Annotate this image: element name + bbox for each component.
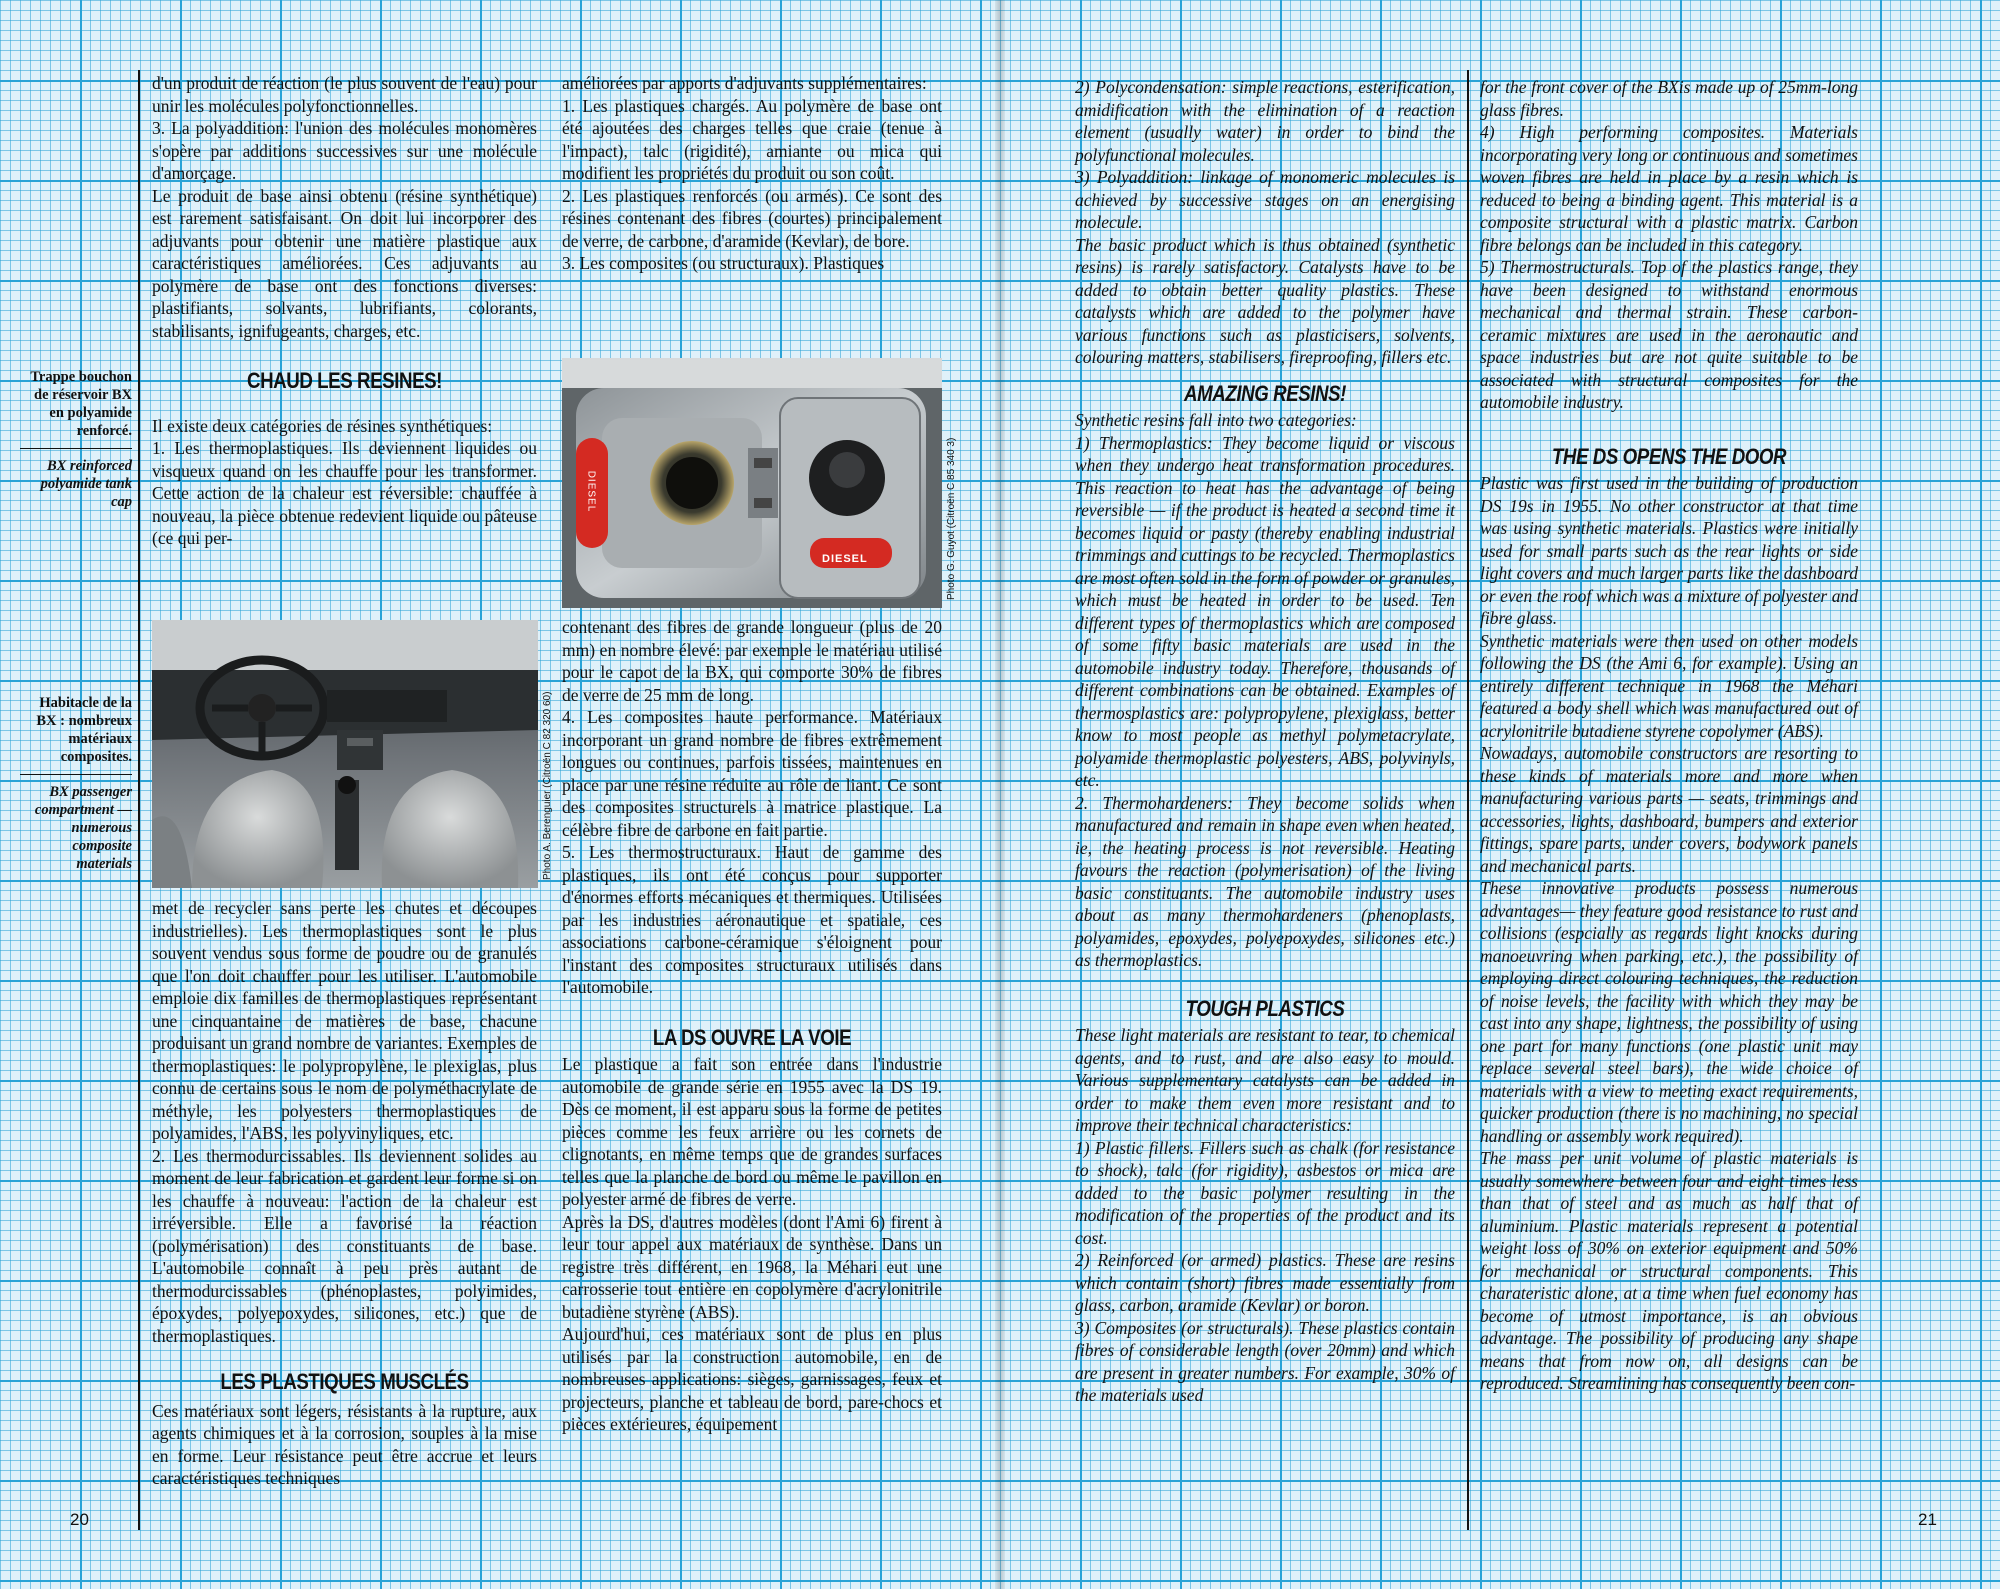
photo-credit-tank: Photo G. Guyot (Citroën C 85 340 3)	[946, 437, 957, 600]
column-2-top	[562, 72, 942, 275]
paragraph: Ces matériaux sont légers, résistants à la rupture, aux agents chimiques et à la corrosion, souples à la mise en forme. Leur résistance peut être accrue et leurs caractéristiques techniques	[152, 1400, 537, 1488]
paragraph: 2. Thermohardeners: They become solids when manufactured and remain in shape even when heated, ie, the heating process is not reversible. Heating favours the reaction (polymerisation) of the living basic constituants. The automobile industry uses about as many thermohardeners (phenoplasts, polyamides, epoxydes, polyepoxydes, silicones etc.) as thermoplastics.	[1075, 792, 1455, 970]
paragraph: The basic product which is thus obtained (synthetic resins) is rarely satisfactory. Catalysts have to be added to obtain better quality plastics. These catalysts which are added to the polymer have various functions such as plasticisers, solvents, colouring matters, stabilisers, fireproofing, fillers etc.	[1075, 234, 1455, 367]
paragraph: These innovative products possess numerous advantages— they feature good resistance to rust and collisions (espcially as regards light knocks during manoeuvring when parking, etc.), the possibility of employing direct colouring techniques, the reduction of noise levels, the facility with which they may be cast into any shape, lightness, the possibility of using one part for many functions (one plastic unit may replace several steel bars), the wide choice of materials with a view to meeting exact requirements, quicker production (there is no machining, no special handling or assembly work required).	[1480, 878, 1858, 1146]
paragraph: Synthetic resins fall into two categories:	[1075, 410, 1357, 430]
caption-cabin-fr: Habitacle de la BX : nombreux matériaux composites.	[36, 695, 132, 765]
paragraph: Il existe deux catégories de résines synthétiques:	[152, 415, 493, 436]
diesel-label-1: DIESEL	[585, 470, 597, 513]
paragraph: d'un produit de réaction (le plus souvent de l'eau) pour unir les molécules polyfonctionnelles.	[152, 73, 537, 116]
caption-tank-fr: Trappe bouchon de réservoir BX en polyamide renforcé.	[30, 369, 132, 439]
paragraph: for the front cover of the BXis made up of 25mm-long glass fibres.	[1480, 77, 1858, 120]
paragraph: 1. Les thermoplastiques. Ils deviennent liquides ou visqueux quand on les chauffe pour les transformer. Cette action de la chaleur est réversible: chauffée à nouveau, la pièce obtenue redevient liquide ou pâteuse (ce qui per-	[152, 438, 537, 548]
caption-cabin-en: BX passenger compartment — numerous composite materials	[34, 784, 132, 872]
paragraph: contenant des fibres de grande longueur (plus de 20 mm) en nombre élevé: par exemple le matériau utilisé pour le capot de la BX, qui comporte 30% de fibres de verre de 25 mm de long.	[562, 617, 942, 705]
caption-divider	[20, 448, 132, 449]
cabin-illustration	[152, 620, 538, 888]
paragraph: 2) Reinforced (or armed) plastics. These are resins which contain (short) fibres made essentially from glass, carbon, aramide (Kevlar) or boron.	[1075, 1250, 1455, 1315]
paragraph: Aujourd'hui, ces matériaux sont de plus en plus utilisés par la construction automobile, en de nombreuses applications: sièges, garnissages, feux et projecteurs, planche et tableau de bord, pare-chocs et pièces extérieures, équipement	[562, 1324, 942, 1434]
column-rule-right	[1467, 70, 1469, 1530]
paragraph: Après la DS, d'autres modèles (dont l'Ami 6) firent à leur tour appel aux matériaux de synthèse. Dans un registre très différent, en 1968, la Méhari eut une carrosserie tout entière en copolymère d'acrylonitrile butadiène styrène (ABS).	[562, 1211, 942, 1322]
heading-les-plastiques-muscles: LES PLASTIQUES MUSCLÉS	[220, 1369, 469, 1394]
paragraph: Plastic was first used in the building of production DS 19s in 1955. No other constructor at that time was using synthetic materials. Plastics were initially used for small parts such as the rear lights or side light covers and much larger parts like the dashboard or even the roof which was a mixture of polyester and fibre glass.	[1480, 473, 1858, 628]
caption-tank-cap	[20, 368, 132, 511]
page-number-left: 20	[70, 1510, 89, 1529]
photo-bx-tank-cap	[562, 358, 942, 608]
paragraph: 1) Thermoplastics: They become liquid or viscous when they undergo heat transformation procedures. This reaction to heat has the advantage of being reversible — if the product is heated a second time it becomes liquid or pasty (thereby enabling industrial trimmings and cuttings to be recycled. Thermoplastics are most often sold in the form of powder or granules, which must be heated in order to be used. Ten different types of thermoplastics which are composed of some fifty basic materials are used in the automobile industry today. Therefore, thousands of different combinations can be obtained. Examples of thermosplastics are: polypropylene, plexiglass, better know to most people as methyl polymetacrylate, polyamide thermoplastic polyesters, ABS, polyvinyls, etc.	[1075, 432, 1455, 790]
photo-credit-cabin: Photo A. Berenguier (Citroën C 82 320 60)	[542, 691, 553, 880]
caption-divider	[20, 774, 132, 775]
paragraph: met de recycler sans perte les chutes et découpes industrielles). Les thermoplastiques sont le plus souvent vendus sous forme de poudre ou de granulés que l'on doit chauffer pour les utiliser. L'automobile emploie dix familles de thermoplastiques représentant une cinquantaine de matières de base, chacune produisant un grand nombre de variantes. Exemples de thermoplastiques: le polypropylène, le plexiglas, plus connu de certains sous le nom de polyméthacrylate de méthyle, les polyesters thermoplastiques de polyamides, l'ABS, les polyvinyliques, etc.	[152, 898, 537, 1143]
column-1-top	[152, 72, 537, 550]
tank-cap-illustration	[562, 358, 942, 608]
paragraph: 3) Polyaddition: linkage of monomeric molecules is achieved by successive stages on an energising molecule.	[1075, 167, 1455, 232]
heading-chaud-les-resines: CHAUD LES RESINES!	[247, 368, 442, 393]
paragraph: 5) Thermostructurals. Top of the plastics range, they have been designed to withstand enormous mechanical and thermal strain. These carbon-ceramic mixtures are used in the aeronautic and space industries but are not quite suitable to be associated with structural composites for the automobile industry.	[1480, 257, 1858, 412]
paragraph: Le produit de base ainsi obtenu (résine synthétique) est rarement satisfaisant. On doit lui incorporer des adjuvants pour obtenir une matière plastique aux caractéristiques améliorées. Ces adjuvants au polymère de base ont des fonctions diverses: plastifiants, solvants, lubrifiants, colorants, stabilisants, ignifugeants, charges, etc.	[152, 185, 537, 341]
diesel-label-2: DIESEL	[822, 553, 868, 565]
paragraph: 3) Composites (or structurals). These plastics contain fibres of considerable length (over 20mm) and which are present in greater numbers. For example, 30% of the materials used	[1075, 1317, 1455, 1405]
heading-the-ds-opens-the-door: THE DS OPENS THE DOOR	[1551, 443, 1787, 469]
paragraph: These light materials are resistant to tear, to chemical agents, and to rust, and are also easy to mould. Various supplementary catalysts can be added in order to make them even more resistant and to improve their technical characteristics:	[1075, 1025, 1455, 1135]
paragraph: 2. Les plastiques renforcés (ou armés). Ce sont des résines contenant des fibres (courtes) principalement de verre, de carbone, d'aramide (Kevlar), de bore.	[562, 185, 942, 251]
paragraph: 5. Les thermostructuraux. Haut de gamme des plastiques, ils ont été conçus pour supporter d'énormes efforts mécaniques et thermiques. Utilisées par les industries aéronautique et spatiale, ces associations carbone-céramique s'éloignent pour l'instant des composites structuraux utilisés dans l'automobile.	[562, 842, 942, 997]
paragraph: 2. Les thermodurcissables. Ils deviennent solides au moment de leur fabrication et gardent leur forme si on les chauffe à nouveau: l'action de la chaleur est irréversible. Elle a favorisé la réaction (polymérisation) des constituants de base. L'automobile connaît à peu près autant de thermodurcissables (phénoplastes, polyimides, époxydes, polyepoxydes, silicones, etc.) que de thermoplastiques.	[152, 1145, 537, 1346]
paragraph: The mass per unit volume of plastic materials is usually somewhere between four and eight times less than that of steel and as much as half that of aluminium. Plastic materials represent a potential weight loss of 30% on exterior equipment and 50% for mechanical or structural components. This charateristic alone, at a time when fuel economy has become of utmost importance, is an obvious advantage. The possibility of producing any shape means that from now on, all designs can be reproduced. Streamlining has consequently been con-	[1480, 1148, 1858, 1393]
paragraph: 3. La polyaddition: l'union des molécules monomères s'opère par additions successives sur une molécule d'amorçage.	[152, 118, 537, 183]
paragraph: 2) Polycondensation: simple reactions, esterification, amidification with the elimination of a reaction element (usually water) in order to bind the polyfunctional molecules.	[1075, 77, 1455, 165]
paragraph: 1. Les plastiques chargés. Au polymère de base ont été ajoutées des charges telles que craie (tenue à l'impact), talc (rigidité), amiante ou mica qui modifient les propriétés du produit ou son coût.	[562, 95, 942, 183]
paragraph: Nowadays, automobile constructors are resorting to these kinds of materials more and more when manufacturing various parts — seats, trimmings and accessories, lights, dashboard, bumpers and exterior fittings, spare parts, under covers, bodywork panels and mechanical parts.	[1480, 743, 1858, 876]
page-number-right: 21	[1918, 1510, 1937, 1529]
column-1-bottom	[152, 897, 537, 1490]
photo-bx-cabin	[152, 620, 538, 888]
paragraph: 3. Les composites (ou structuraux). Plastiques	[562, 253, 885, 273]
paragraph: améliorées par apports d'adjuvants supplémentaires:	[562, 73, 927, 93]
heading-tough-plastics: TOUGH PLASTICS	[1185, 995, 1345, 1021]
column-3	[1075, 76, 1455, 1407]
heading-la-ds-ouvre-la-voie: LA DS OUVRE LA VOIE	[652, 1024, 852, 1050]
page-gutter	[995, 0, 1005, 1589]
margin-rule-left	[138, 70, 140, 1530]
paragraph: 4. Les composites haute performance. Matériaux incorporant un grand nombre de fibres extrêmement longues ou continues, parfois tissées, maintenues en place par une résine réduite au rôle de liant. Ce sont des composites structurels à matrice plastique. La célèbre fibre de carbone en fait partie.	[562, 707, 942, 840]
paragraph: Synthetic materials were then used on other models following the DS (the Ami 6, for example). Using an entirely different technique in 1968 the Méhari featured a body shell which was manufactured out of acrylonitrile butadiene styrene copolymer (ABS).	[1480, 630, 1858, 741]
column-4	[1480, 76, 1858, 1395]
paragraph: 1) Plastic fillers. Fillers such as chalk (for resistance to shock), talc (for rigidity), asbestos or mica are added to the basic polymer resulting in the modification of the properties of the product and its cost.	[1075, 1137, 1455, 1248]
heading-amazing-resins: AMAZING RESINS!	[1184, 380, 1346, 406]
caption-tank-en: BX reinforced polyamide tank cap	[40, 458, 132, 510]
caption-cabin	[20, 694, 132, 873]
paragraph: Le plastique a fait son entrée dans l'industrie automobile de grande série en 1955 avec la DS 19. Dès ce moment, il est apparu sous la forme de petites pièces comme les feux arrière ou les cornets de clignotants, en même temps que de grandes surfaces telles que la planche de bord ou même le pavillon en polyester armé de fibres de verre.	[562, 1054, 942, 1209]
column-2-bottom	[562, 616, 942, 1436]
paragraph: 4) High performing composites. Materials incorporating very long or continuous and sometimes woven fibres are held in place by a resin which is reduced to being a binding agent. This material is a composite structural with a plastic matrix. Carbon fibre belongs can be included in this category.	[1480, 122, 1858, 255]
